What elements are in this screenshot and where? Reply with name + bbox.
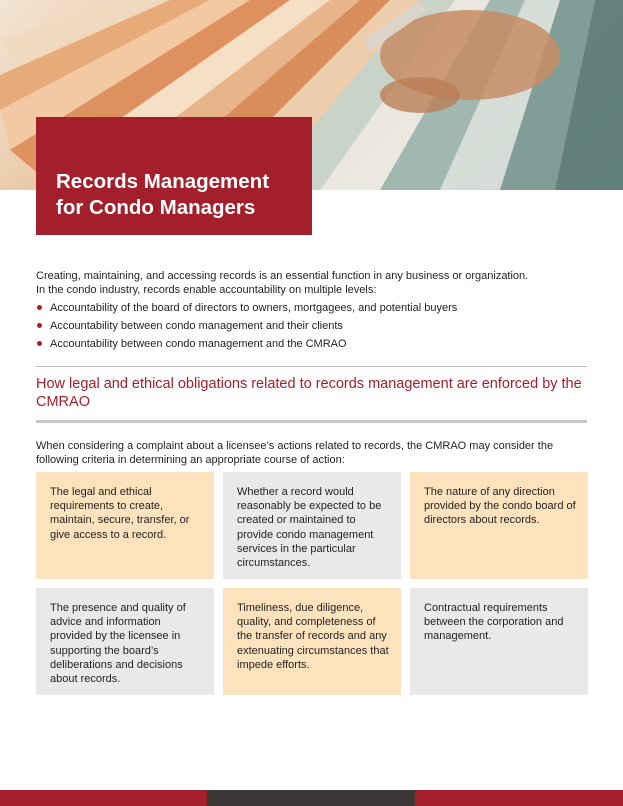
list-item-text: Accountability of the board of directors to owners, mortgagees, and potential buyers (50, 302, 458, 314)
intro-line-2: In the condo industry, records enable accountability on multiple levels: (36, 284, 377, 296)
list-item-text: Accountability between condo management and their clients (50, 320, 343, 332)
footer-bar-left (0, 790, 207, 806)
bullet-dot-icon (37, 323, 42, 328)
intro-paragraph (36, 269, 596, 297)
footer-bar-right (415, 790, 623, 806)
criteria-card: The legal and ethical requirements to create, maintain, secure, transfer, or give access to a record. (36, 472, 214, 579)
bullet-dot-icon (37, 341, 42, 346)
bullet-dot-icon (37, 305, 42, 310)
criteria-card: The nature of any direction provided by the condo board of directors about records. (410, 472, 588, 579)
criteria-grid (36, 472, 587, 695)
criteria-card: The presence and quality of advice and information provided by the licensee in supporting the board’s deliberations and decisions about records. (36, 588, 214, 695)
criteria-card: Contractual requirements between the corporation and management. (410, 588, 588, 695)
criteria-card: Whether a record would reasonably be expected to be created or maintained to provide condo management services in the particular circumstances. (223, 472, 401, 579)
page-title: Records Management for Condo Managers (56, 170, 270, 219)
list-item (36, 337, 596, 355)
section-divider-top (36, 366, 587, 367)
section-heading: How legal and ethical obligations related to records management are enforced by the CMRAO (36, 376, 582, 410)
section-divider-bottom (36, 420, 587, 423)
accountability-list (36, 301, 596, 355)
intro-line-1: Creating, maintaining, and accessing records is an essential function in any business or organization. (36, 270, 529, 282)
list-item (36, 301, 596, 319)
title-banner (36, 117, 312, 235)
list-item-text: Accountability between condo management and the CMRAO (50, 338, 347, 350)
criteria-card: Timeliness, due diligence, quality, and completeness of the transfer of records and any extenuating circumstances that impede efforts. (223, 588, 401, 695)
footer-bar-middle (207, 790, 415, 806)
criteria-intro: When considering a complaint about a licensee’s actions related to records, the CMRAO may consider the following criteria in determining an appropriate course of action: (36, 440, 554, 466)
list-item (36, 319, 596, 337)
